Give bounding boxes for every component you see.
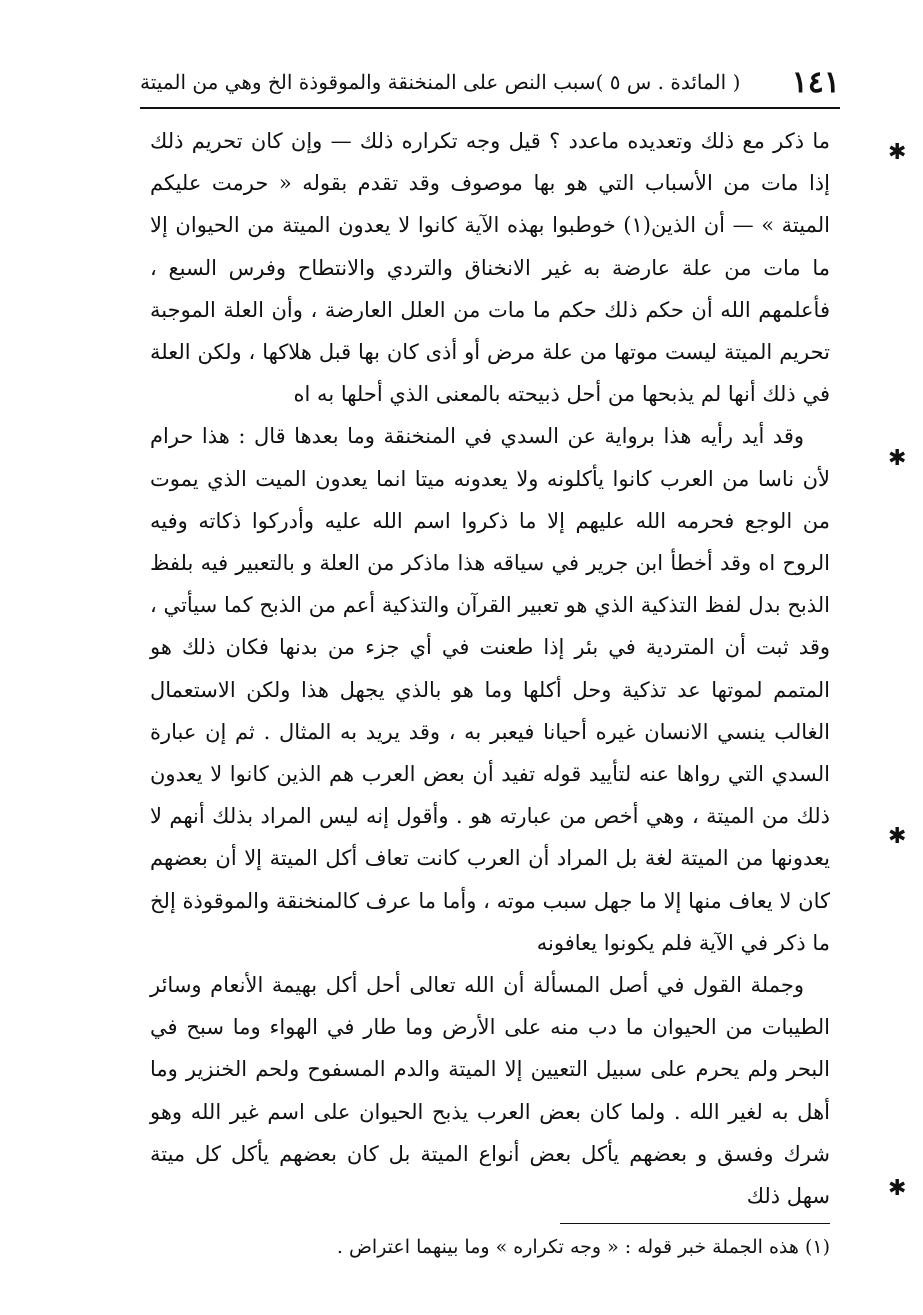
running-header [140, 58, 840, 106]
margin-star-icon: ✱ [888, 140, 907, 165]
header-rule [140, 107, 840, 109]
footnote-rule [560, 1223, 830, 1224]
margin-star-icon: ✱ [888, 824, 907, 849]
paragraph-3: وجملة القول في أصل المسألة أن الله تعالى أحل أكل بهيمة الأنعام وسائر الطيبات من الحيوان ما دب منه على الأرض وما طار في الهواء وما سبح في البحر ولم يحرم على سبيل التعيين إلا الميتة والدم المسفوح ولحم الخنزير وما أهل به لغير الله . ولما كان بعض العرب يذبح الحيوان على اسم غير الله وهو شرك وفسق و بعضهم يأكل بعض أنواع الميتة بل كان بعضهم يأكل كل ميتة سهل ذلك [150, 973, 830, 1209]
body-text [150, 120, 830, 1217]
paragraph-1: ما ذكر مع ذلك وتعديده ماعدد ؟ قيل وجه تكراره ذلك — وإن كان تحريم ذلك إذا مات من الأسباب التي هو بها موصوف وقد تقدم بقوله « حرمت عليكم الميتة » — أن الذين(١) خوطبوا بهذه الآية كانوا لا يعدون الميتة من الحيوان إلا ما مات من علة عارضة به غير الانخناق والتردي والانتطاح وفرس السبع ، فأعلمهم الله أن حكم ذلك حكم ما مات من العلل العارضة ، وأن العلة الموجبة تحريم الميتة ليست موتها من علة مرض أو أذى كان بها قبل هلاكها ، ولكن العلة في ذلك أنها لم يذبحها من أحل ذبيحته بالمعنى الذي أحلها به اه [150, 129, 830, 407]
margin-star-icon: ✱ [888, 1176, 907, 1201]
margin-star-icon: ✱ [888, 446, 907, 471]
footnote: (١) هذه الجملة خبر قوله : « وجه تكراره » وما بينهما اعتراض . [336, 1236, 830, 1258]
paragraph-2: وقد أيد رأيه هذا برواية عن السدي في المنخنقة وما بعدها قال : هذا حرام لأن ناسا من العرب كانوا يأكلونه ولا يعدونه ميتا انما يعدون الميت الذي يموت من الوجع فحرمه الله عليهم إلا ما ذكروا اسم الله عليه وأدركوا ذكاته وفيه الروح اه وقد أخطأ ابن جرير في سياقه هذا ماذكر من العلة و بالتعبير فيه بلفظ الذبح بدل لفظ التذكية الذي هو تعبير القرآن والتذكية أعم من الذبح كما سيأتي ، وقد ثبت أن المتردية في بئر إذا طعنت في أي جزء من بدنها فكان ذلك هو المتمم لموتها عد تذكية وحل أكلها وما هو بالذي يجهل هذا ولكن الاستعمال الغالب ينسي الانسان غيره أحيانا فيعبر به ، وقد يريد به المثال . ثم إن عبارة السدي التي رواها عنه لتأييد قوله تفيد أن بعض العرب هم الذين كانوا لا يعدون ذلك من الميتة ، وهي أخص من عبارته هو . وأقول إنه ليس المراد بذلك أنهم لا يعدونها من الميتة لغة بل المراد أن العرب كانت تعاف أكل الميتة إلا أن بعضهم كان لا يعاف منها إلا ما جهل سبب موته ، وأما ما عرف كالمنخنقة والموقوذة إلخ ما ذكر في الآية فلم يكونوا يعافونه [150, 424, 830, 955]
page-number: ١٤١ [791, 64, 840, 100]
running-title: ( المائدة . س ٥ )سبب النص على المنخنقة والموقوذة الخ وهي من الميتة [140, 70, 741, 94]
